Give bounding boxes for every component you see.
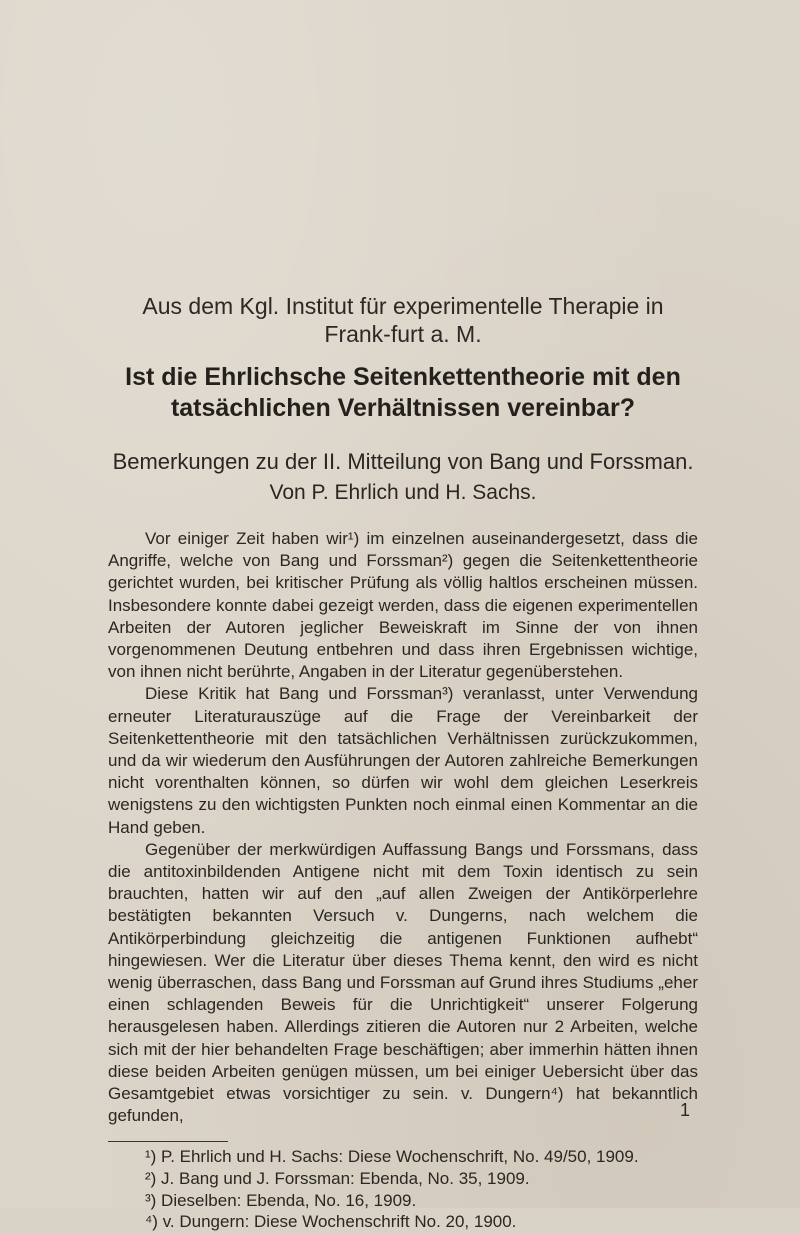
article (108, 292, 698, 1233)
article-title: Ist die Ehrlichsche Seitenkettentheorie mit den tatsächlichen Verhältnissen vereinbar? (125, 363, 681, 422)
paragraph-3: Gegenüber der merkwürdigen Auffassung Bangs und Forssmans, dass die antitoxinbildenden Antigene nicht mit dem Toxin identisch zu sein brauchten, hatten wir auf den „auf allen Zweigen der Antikörperlehre bestätigten bekannten Versuch v. Dungerns, nach welchem die Antikörperbindung gleichzeitig die antigenen Funktionen aufhebt“ hingewiesen. Wer die Literatur über dieses Thema kennt, den wird es nicht wenig überraschen, dass Bang und Forssman auf Grund ihres Studiums „eher einen schlagenden Beweis für die Unrichtigkeit“ unserer Folgerung herausgelesen haben. Allerdings zitieren die Autoren nur 2 Arbeiten, welche sich mit der hier behandelten Frage beschäftigen; aber immerhin hätten ihnen diese beiden Arbeiten genügen müssen, um bei einiger Uebersicht über das Gesamtgebiet etwas vorsichtiger zu sein. v. Dungern⁴) hat bekanntlich gefunden, (108, 839, 698, 1126)
footnotes (108, 1146, 698, 1232)
page-number: 1 (680, 1100, 691, 1120)
footnote-2: ²) J. Bang und J. Forssman: Ebenda, No. 35, 1909. (145, 1169, 530, 1189)
institute-line: Aus dem Kgl. Institut für experimentelle Therapie in Frank-furt a. M. (142, 293, 664, 347)
footnote-divider (108, 1141, 228, 1142)
article-subtitle: Bemerkungen zu der II. Mitteilung von Bang und Forssman. (112, 449, 694, 474)
article-authors: Von P. Ehrlich und H. Sachs. (269, 481, 537, 504)
paragraph-2: Diese Kritik hat Bang und Forssman³) veranlasst, unter Verwendung erneuter Literaturauszüge auf die Frage der Vereinbarkeit der Seitenkettentheorie mit den tatsächlichen Verhältnissen zurückzukommen, und da wir wiederum den Ausführungen der Autoren zahlreiche Bemerkungen nicht vorenthalten können, so dürfen wir wohl dem gleichen Leserkreis wenigstens zu den wichtigsten Punkten noch einmal einen Kommentar an die Hand geben. (108, 684, 698, 837)
paragraph-1: Vor einiger Zeit haben wir¹) im einzelnen auseinandergesetzt, dass die Angriffe, welche von Bang und Forssman²) gegen die Seitenkettentheorie gerichtet wurden, bei kritischer Prüfung als völlig haltlos erscheinen müssen. Insbesondere konnte dabei gezeigt werden, dass die eigenen experimentellen Arbeiten der Autoren jeglicher Beweiskraft im Sinne der von ihnen vorgenommenen Deutung entbehren und dass ihren Ergebnissen wichtige, von ihnen nicht berührte, Angaben in der Literatur gegenüberstehen. (108, 529, 698, 682)
footnote-1: ¹) P. Ehrlich und H. Sachs: Diese Wochenschrift, No. 49/50, 1909. (145, 1147, 639, 1167)
footnote-4: ⁴) v. Dungern: Diese Wochenschrift No. 20, 1900. (145, 1212, 517, 1232)
footnote-3: ³) Dieselben: Ebenda, No. 16, 1909. (145, 1190, 417, 1210)
article-body (108, 528, 698, 1127)
